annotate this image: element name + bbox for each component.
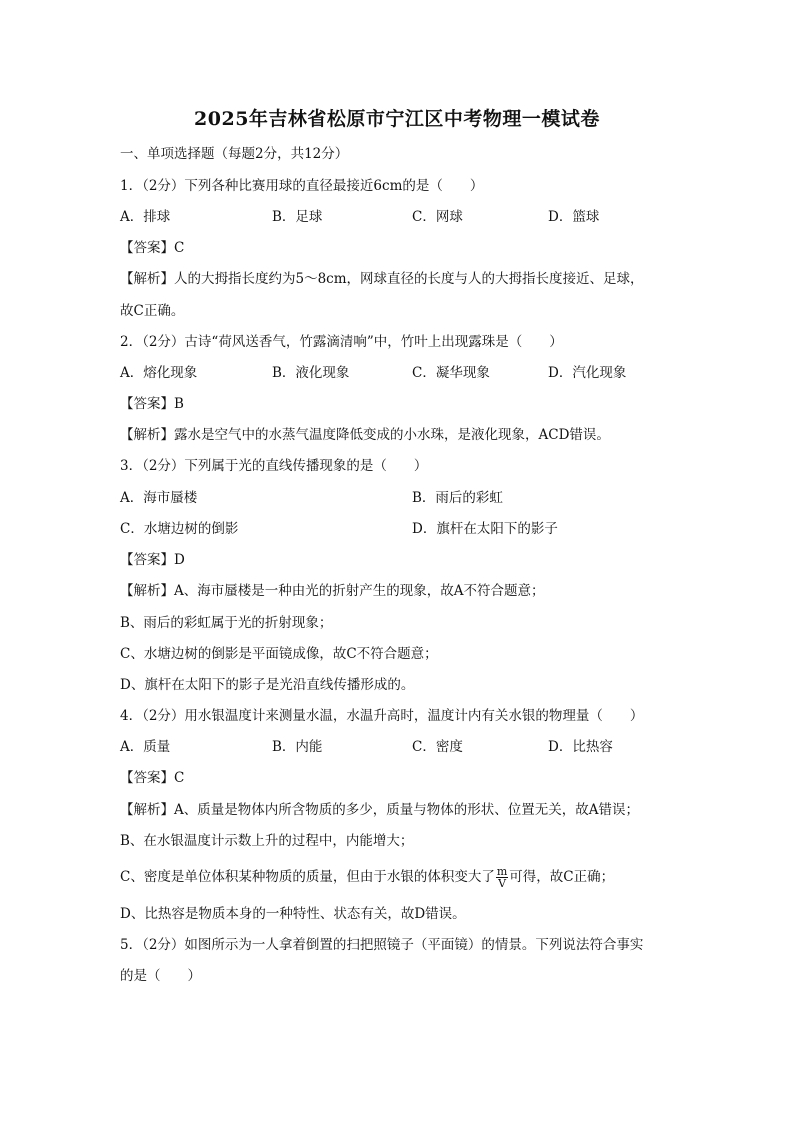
q2-option-c: C．凝华现象: [412, 365, 490, 381]
q3-option-b: B．雨后的彩虹: [412, 490, 503, 506]
q2-option-a: A．熔化现象: [120, 365, 198, 381]
q4-analysis-line-2: B、在水银温度计示数上升的过程中，内能增大；: [120, 833, 414, 849]
q3-option-d: D．旗杆在太阳下的影子: [412, 521, 558, 537]
q2-option-b: B．液化现象: [272, 365, 350, 381]
fraction-denominator: V: [498, 877, 507, 890]
section-heading: 一、单项选择题（每题2分，共12分）: [120, 146, 349, 162]
question-4-stem: 4．（2分）用水银温度计来测量水温，水温升高时，温度计内有关水银的物理量（ ）: [120, 708, 644, 724]
q4-option-c: C．密度: [412, 739, 463, 755]
question-5-stem-line-2: 的是（ ）: [120, 968, 201, 984]
question-2-stem: 2．（2分）古诗“荷风送香气，竹露滴清响”中，竹叶上出现露珠是（ ）: [120, 334, 563, 350]
q4-option-b: B．内能: [272, 739, 323, 755]
q4-analysis-line-3: [120, 866, 614, 889]
q4-analysis-c-text: C、密度是单位体积某种物质的质量，但由于水银的体积变大了: [120, 869, 495, 885]
question-5-stem-line-1: 5．（2分）如图所示为一人拿着倒置的扫把照镜子（平面镜）的情景。下列说法符合事实: [120, 937, 644, 953]
q3-option-a: A．海市蜃楼: [120, 490, 198, 506]
question-1-stem: 1．（2分）下列各种比赛用球的直径最接近6cm的是（ ）: [120, 178, 484, 194]
q1-analysis-line-1: 【解析】人的大拇指长度约为5～8cm，网球直径的长度与人的大拇指长度接近、足球，: [120, 271, 644, 287]
question-3-stem: 3．（2分）下列属于光的直线传播现象的是（ ）: [120, 458, 428, 474]
fraction-numerator: m: [496, 865, 508, 878]
q4-answer: 【答案】C: [120, 770, 185, 786]
q1-answer: 【答案】C: [120, 240, 185, 256]
q3-analysis-line-2: B、雨后的彩虹属于光的折射现象；: [120, 615, 333, 631]
q3-analysis-line-3: C、水塘边树的倒影是平面镜成像，故C不符合题意；: [120, 646, 438, 662]
mass-over-volume-fraction: [496, 866, 508, 889]
q1-option-a: A．排球: [120, 209, 171, 225]
page-title: 2025年吉林省松原市宁江区中考物理一模试卷: [194, 108, 600, 130]
q3-analysis-line-1: 【解析】A、海市蜃楼是一种由光的折射产生的现象，故A不符合题意；: [120, 583, 545, 599]
q4-analysis-c-tail: 可得，故C正确；: [509, 869, 615, 885]
q4-option-d: D．比热容: [548, 739, 613, 755]
q2-option-d: D．汽化现象: [548, 365, 627, 381]
q2-analysis-line-1: 【解析】露水是空气中的水蒸气温度降低变成的小水珠，是液化现象，ACD错误。: [120, 427, 610, 443]
q4-analysis-line-4: D、比热容是物质本身的一种特性、状态有关，故D错误。: [120, 906, 466, 922]
q3-answer: 【答案】D: [120, 552, 185, 568]
q1-option-b: B．足球: [272, 209, 323, 225]
q4-option-a: A．质量: [120, 739, 171, 755]
q4-analysis-line-1: 【解析】A、质量是物体内所含物质的多少，质量与物体的形状、位置无关，故A错误；: [120, 802, 639, 818]
q1-option-c: C．网球: [412, 209, 463, 225]
q1-option-d: D．篮球: [548, 209, 600, 225]
q3-option-c: C．水塘边树的倒影: [120, 521, 239, 537]
q1-analysis-line-2: 故C正确。: [120, 303, 185, 319]
q2-answer: 【答案】B: [120, 396, 184, 412]
q3-analysis-line-4: D、旗杆在太阳下的影子是光沿直线传播形成的。: [120, 677, 415, 693]
